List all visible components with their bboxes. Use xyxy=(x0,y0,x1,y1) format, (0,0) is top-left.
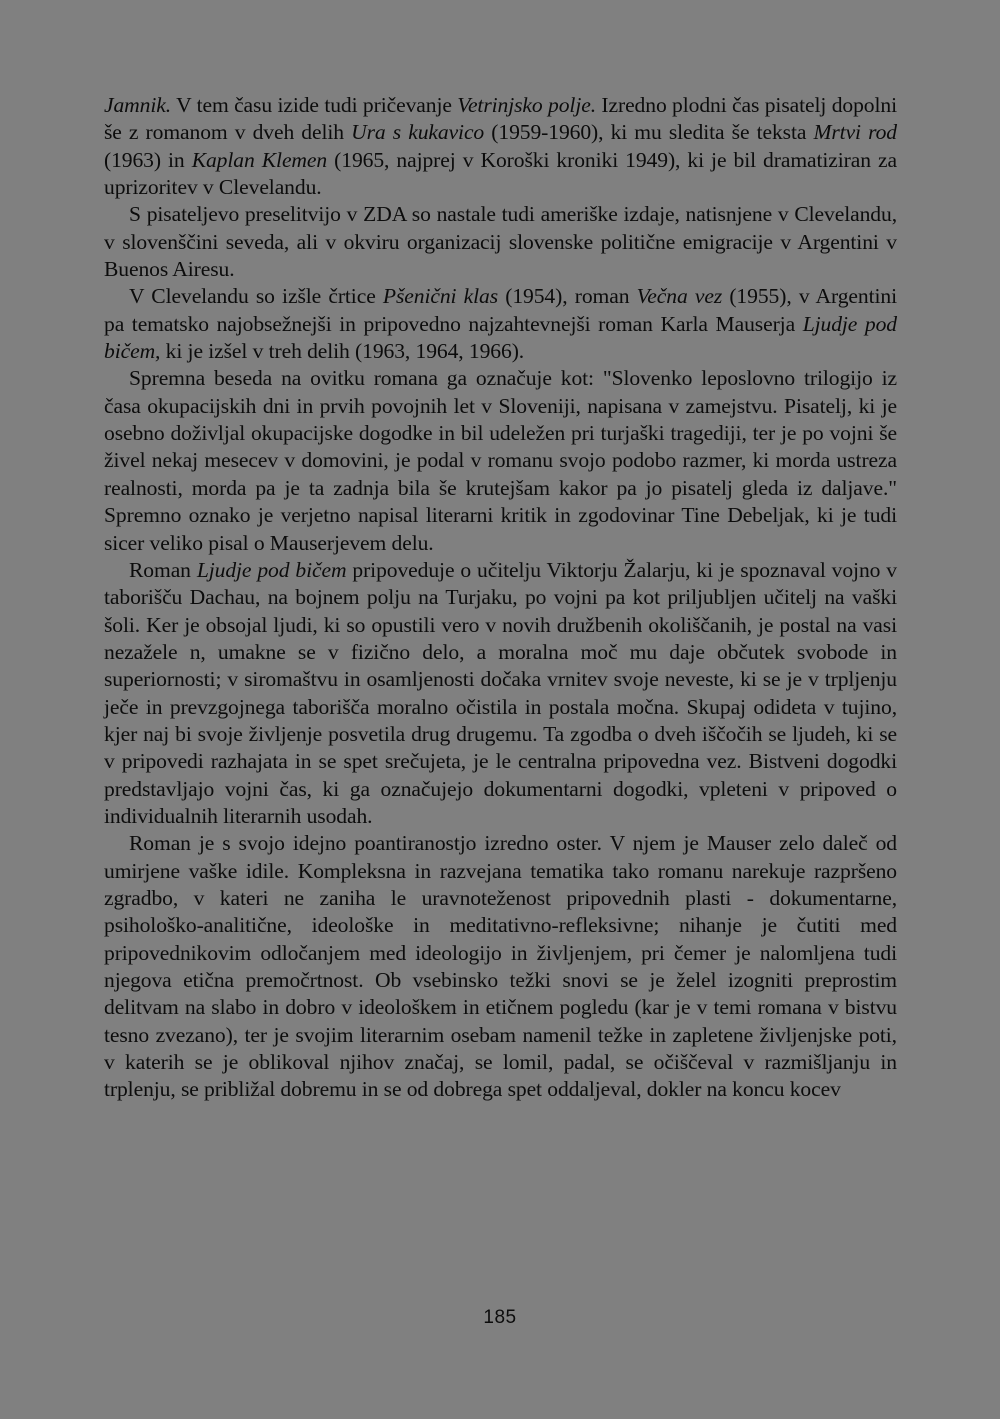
text-run: pripoveduje o učitelju Viktorju Žalarju, ki je spoznaval vojno v taborišču Dachau, na bojnem polju na Turjaku, po vojni pa kot priljubljen učitelj na vaški šoli. Ker je obsojal ljudi, ki so opustili vero v novih družbenih okoliščanih, je postal na vasi nezažele n, umakne se v fizično delo, a moralna moč mu daje občutek svobode in superiornosti; v siromaštvu in osamljenosti dočaka vrnitev svoje neveste, ki se je v trpljenju ječe in prevzgojnega taborišča moralno očistila in postala močna. Skupaj odideta v tujino, kjer naj bi svoje življenje posvetila drug drugemu. Ta zgodba o dveh iščočih se ljudeh, ki se v pripovedi razhajata in se spet srečujeta, je le centralna pripovedna vez. Bistveni dogodki predstavljajo vojni čas, ki ga označujejo dokumentarni dogodki, vpleteni v pripoved o individualnih literarnih usodah. xyxy=(104,557,897,828)
page-number: 185 xyxy=(483,1307,517,1328)
body-text xyxy=(104,92,897,1104)
text-run: (1954), roman xyxy=(498,284,637,309)
text-run: ki je izšel v treh delih (1963, 1964, 1966). xyxy=(160,339,525,364)
italic-title: Vetrinjsko polje. xyxy=(457,93,596,117)
italic-title: Kaplan Klemen xyxy=(191,147,328,172)
paragraph xyxy=(104,365,897,556)
text-run: (1963) in xyxy=(104,147,192,172)
text-run: Izredno plodni čas pisatelj dopolni še z romanom v dveh delih xyxy=(104,93,897,145)
italic-title: Večna vez xyxy=(636,284,723,309)
italic-title: Mrtvi rod xyxy=(813,120,897,145)
paragraph xyxy=(104,557,897,830)
italic-title: Ljudje pod bičem xyxy=(196,557,347,582)
text-run: Roman xyxy=(129,557,197,582)
text-run: S pisateljevo preselitvijo v ZDA so nastale tudi ameriške izdaje, natisnjene v Clevelandu, v slovenščini seveda, ali v okviru organizacij slovenske politične emigracije v Argentini v Buenos Airesu. xyxy=(104,202,897,282)
text-run: Spremna beseda na ovitku romana ga označuje kot: "Slovenko leposlovno trilogijo iz časa okupacijskih dni in prvih povojnih let v Sloveniji, napisana v zamejstvu. Pisatelj, ki je osebno doživljal okupacijske dogodke in bil udeležen pri turjaški tragediji, ter je po vojni še živel nekaj mesecev v domovini, je podal v romanu svojo podobo razmer, ki morda ustreza realnosti, morda pa je ta zadnja bila še krutejšam kakor pa jo pisatelj gleda iz daljave." Spremno oznako je verjetno napisal literarni kritik in zgodovinar Tine Debeljak, ki je tudi sicer veliko pisal o Mauserjevem delu. xyxy=(104,366,897,555)
paragraph xyxy=(104,92,897,201)
text-run: (1965, najprej v Koroški kroniki 1949), ki je bil dramatiziran za uprizoritev v Clevelandu. xyxy=(104,147,897,200)
italic-title: Ljudje pod bičem, xyxy=(104,311,898,364)
paragraph xyxy=(104,830,897,1103)
italic-title: Pšenični klas xyxy=(382,284,499,309)
text-run: (1959-1960), ki mu sledita še teksta xyxy=(484,120,814,145)
paragraph xyxy=(104,201,897,283)
text-run: Roman je s svojo idejno poantiranostjo izredno oster. V njem je Mauser zelo daleč od umirjene vaške idile. Kompleksna in razvejana tematika tako romanu narekuje razpršeno zgradbo, v kateri ne zaniha le uravnoteženost pripovednih plasti - dokumentarne, psihološko-analitične, ideološke in meditativno-refleksivne; nihanje je čutiti med pripovednikovim odločanjem med ideologijo in življenjem, pri čemer je nalomljena tudi njegova etična premočrtnost. Ob vsebinsko težki snovi se je želel izogniti preprostim delitvam na slabo in dobro v ideološkem in etičnem pogledu (kar je v temi romana v bistvu tesno zvezano), ter je svojim literarnim osebam namenil težke in zapletene življenjske poti, v katerih se je oblikoval njihov značaj, se lomil, padal, se očiščeval v razmišljanju in trplenju, se približal dobremu in se od dobrega spet oddaljeval, dokler na koncu kocev xyxy=(104,831,897,1102)
italic-title: Jamnik. xyxy=(104,93,172,117)
text-run: V tem času izide tudi pričevanje xyxy=(171,93,458,117)
text-run: (1955), v Argentini pa tematsko najobsežnejši in pripovedno najzahtevnejši roman Karla Mauserja xyxy=(104,284,897,336)
text-run: V Clevelandu so izšle črtice xyxy=(129,284,383,309)
italic-title: Ura s kukavico xyxy=(351,120,485,145)
paragraph xyxy=(104,283,897,365)
